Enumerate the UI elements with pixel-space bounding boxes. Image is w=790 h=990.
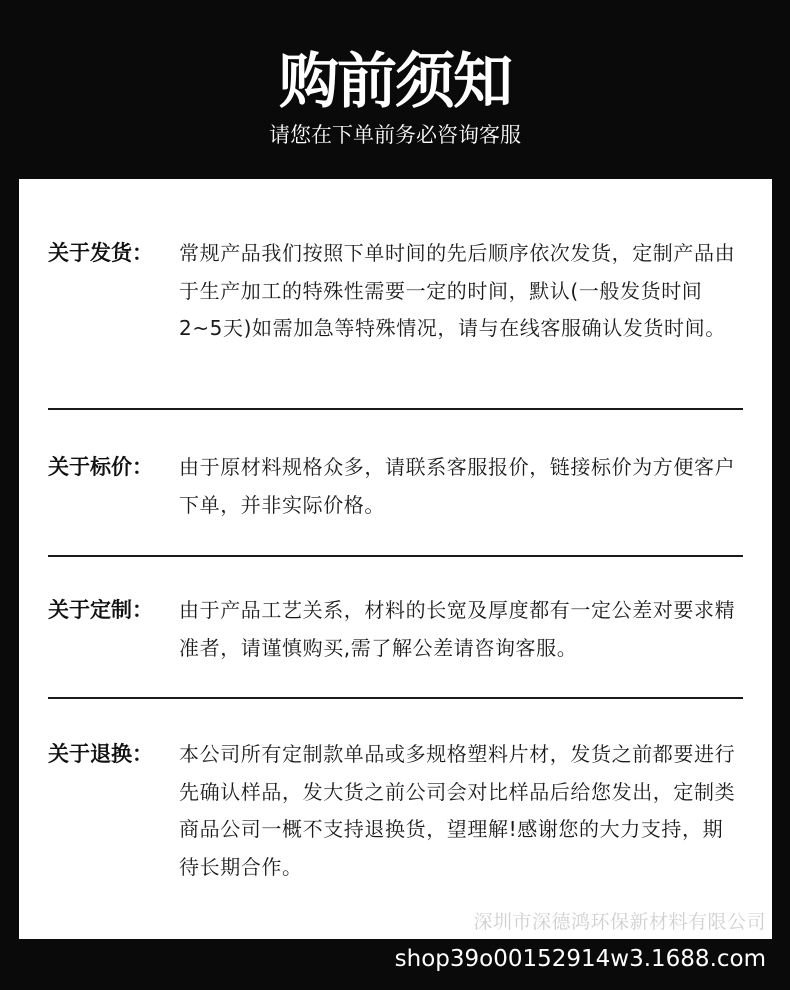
section-pricing [48, 449, 743, 524]
page-subtitle: 请您在下单前务必咨询客服 [269, 123, 521, 147]
section-body-custom: 由于产品工艺关系，材料的长宽及厚度都有一定公差对要求精准者，请谨慎购买,需了解公差请咨询客服。 [179, 598, 736, 660]
notice-card [19, 179, 772, 939]
page-header [0, 0, 790, 180]
section-body-pricing: 由于原材料规格众多，请联系客服报价，链接标价为方便客户下单，并非实际价格。 [179, 455, 736, 517]
section-divider [48, 555, 743, 557]
section-label-returns: 关于退换： [48, 742, 153, 766]
company-watermark: 深圳市深德鸿环保新材料有限公司 [473, 911, 766, 933]
section-label-custom: 关于定制： [48, 598, 153, 622]
shop-url: shop39o00152914w3.1688.com [394, 946, 766, 972]
section-label-pricing: 关于标价： [48, 455, 153, 479]
section-shipping [48, 235, 743, 385]
section-divider [48, 697, 743, 699]
section-body-returns: 本公司所有定制款单品或多规格塑料片材，发货之前都要进行先确认样品，发大货之前公司会对比样品后给您发出，定制类商品公司一概不支持退换货，望理解!感谢您的大力支持，期待长期合作。 [179, 742, 736, 879]
section-returns [48, 736, 743, 886]
section-custom [48, 592, 743, 667]
page-title: 购前须知 [279, 47, 511, 117]
section-divider [48, 408, 743, 410]
section-body-shipping: 常规产品我们按照下单时间的先后顺序依次发货，定制产品由于生产加工的特殊性需要一定的时间，默认(一般发货时间2~5天)如需加急等特殊情况，请与在线客服确认发货时间。 [179, 241, 736, 340]
section-label-shipping: 关于发货： [48, 241, 153, 265]
